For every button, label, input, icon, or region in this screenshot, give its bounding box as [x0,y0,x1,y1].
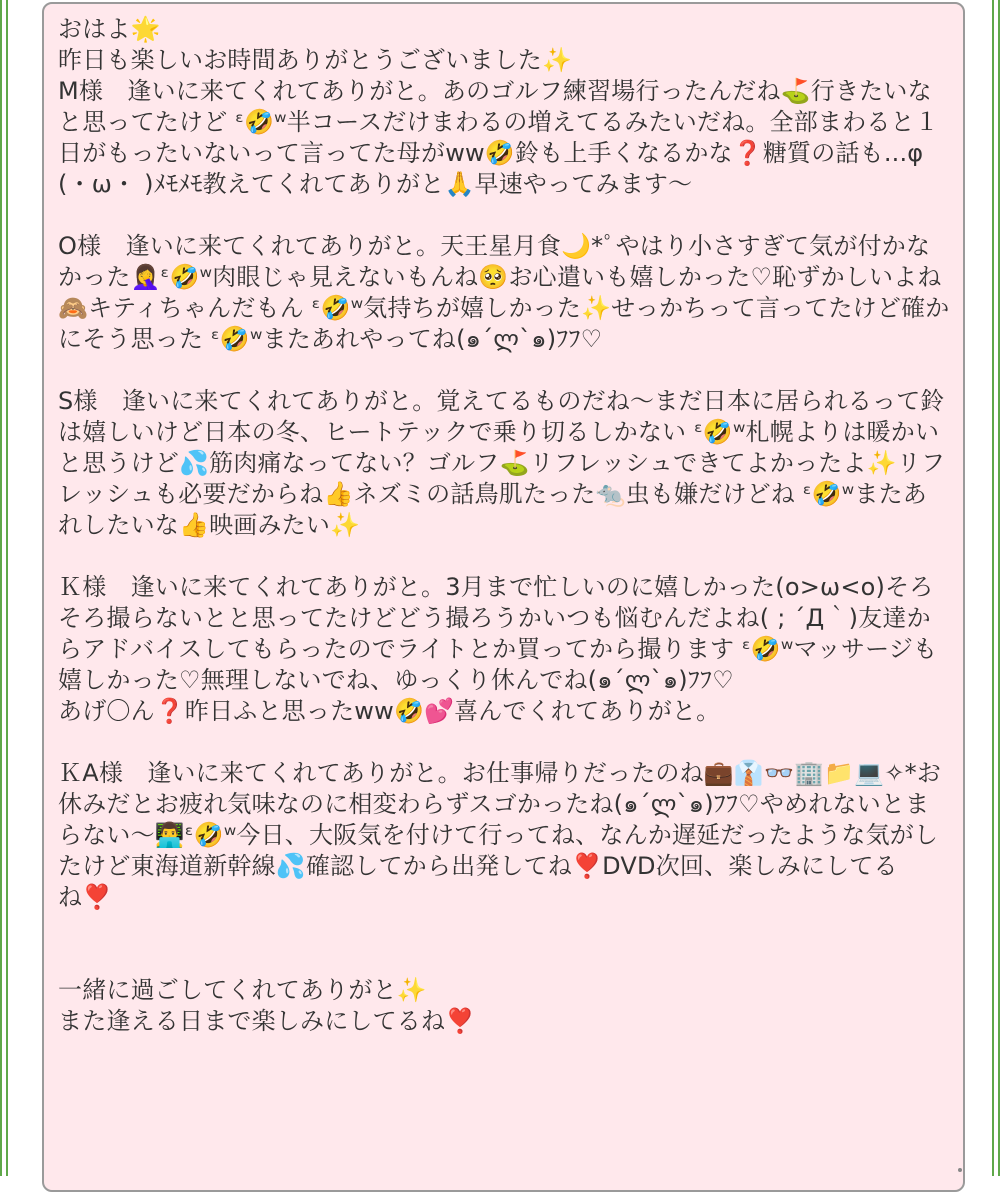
resize-grip-icon[interactable] [958,1168,962,1172]
left-border-line [0,0,2,1176]
right-border-line-inner [992,0,994,1176]
message-textarea[interactable]: おはよ🌟 昨日も楽しいお時間ありがとうございました✨ M様 逢いに来てくれてありがと。あのゴルフ練習場行ったんだね⛳行きたいなと思ってたけど ᵋ🤣ʷ半コースだけまわるの増えてるみたいだね。全部まわると１日がもったいないって言ってた母がww🤣鈴も上手くなるかな❓糖質の話も...φ(・ω・ )ﾒﾓﾒﾓ教えてくれてありがと🙏早速やってみます〜 O様 逢いに来てくれてありがと。天王星月食🌙*ﾟやはり小さすぎて気が付かなかった🤦‍♀️ᵋ🤣ʷ肉眼じゃ見えないもんね🥺お心遣いも嬉しかった♡恥ずかしいよね🙈キティちゃんだもん ᵋ🤣ʷ気持ちが嬉しかった✨せっかちって言ってたけど確かにそう思った ᵋ🤣ʷまたあれやってね(๑´ლ`๑)ﾌﾌ♡ S様 逢いに来てくれてありがと。覚えてるものだね〜まだ日本に居られるって鈴は嬉しいけど日本の冬、ヒートテックで乗り切るしかない ᵋ🤣ʷ札幌よりは暖かいと思うけど💦筋肉痛なってない？ゴルフ⛳リフレッシュできてよかったよ✨リフレッシュも必要だからね👍ネズミの話鳥肌たった🐀虫も嫌だけどね ᵋ🤣ʷまたあれしたいな👍映画みたい✨ Ｋ様 逢いに来てくれてありがと。3月まで忙しいのに嬉しかった(o>ω<o)そろそろ撮らないとと思ってたけどどう撮ろうかいつも悩むんだよね( ; ´Д｀)友達からアドバイスしてもらったのでライトとか買ってから撮ります ᵋ🤣ʷマッサージも嬉しかった♡無理しないでね、ゆっくり休んでね(๑´ლ`๑)ﾌﾌ♡ あげ〇ん❓昨日ふと思ったww🤣💕喜んでくれてありがと。 ＫA様 逢いに来てくれてありがと。お仕事帰りだったのね💼👔👓🏢📁💻✧*お休みだとお疲れ気味なのに相変わらずスゴかったね(๑´ლ`๑)ﾌﾌ♡やめれないとまらない〜👨‍💻ᵋ🤣ʷ今日、大阪気を付けて行ってね、なんか遅延だったような気がしたけど東海道新幹線💦確認してから出発してね❣️DVD次回、楽しみにしてるね❣️ 一緒に過ごしてくれてありがと✨ また逢える日まで楽しみにしてるね❣️ [42,2,965,1192]
left-border-line-inner [6,0,8,1176]
